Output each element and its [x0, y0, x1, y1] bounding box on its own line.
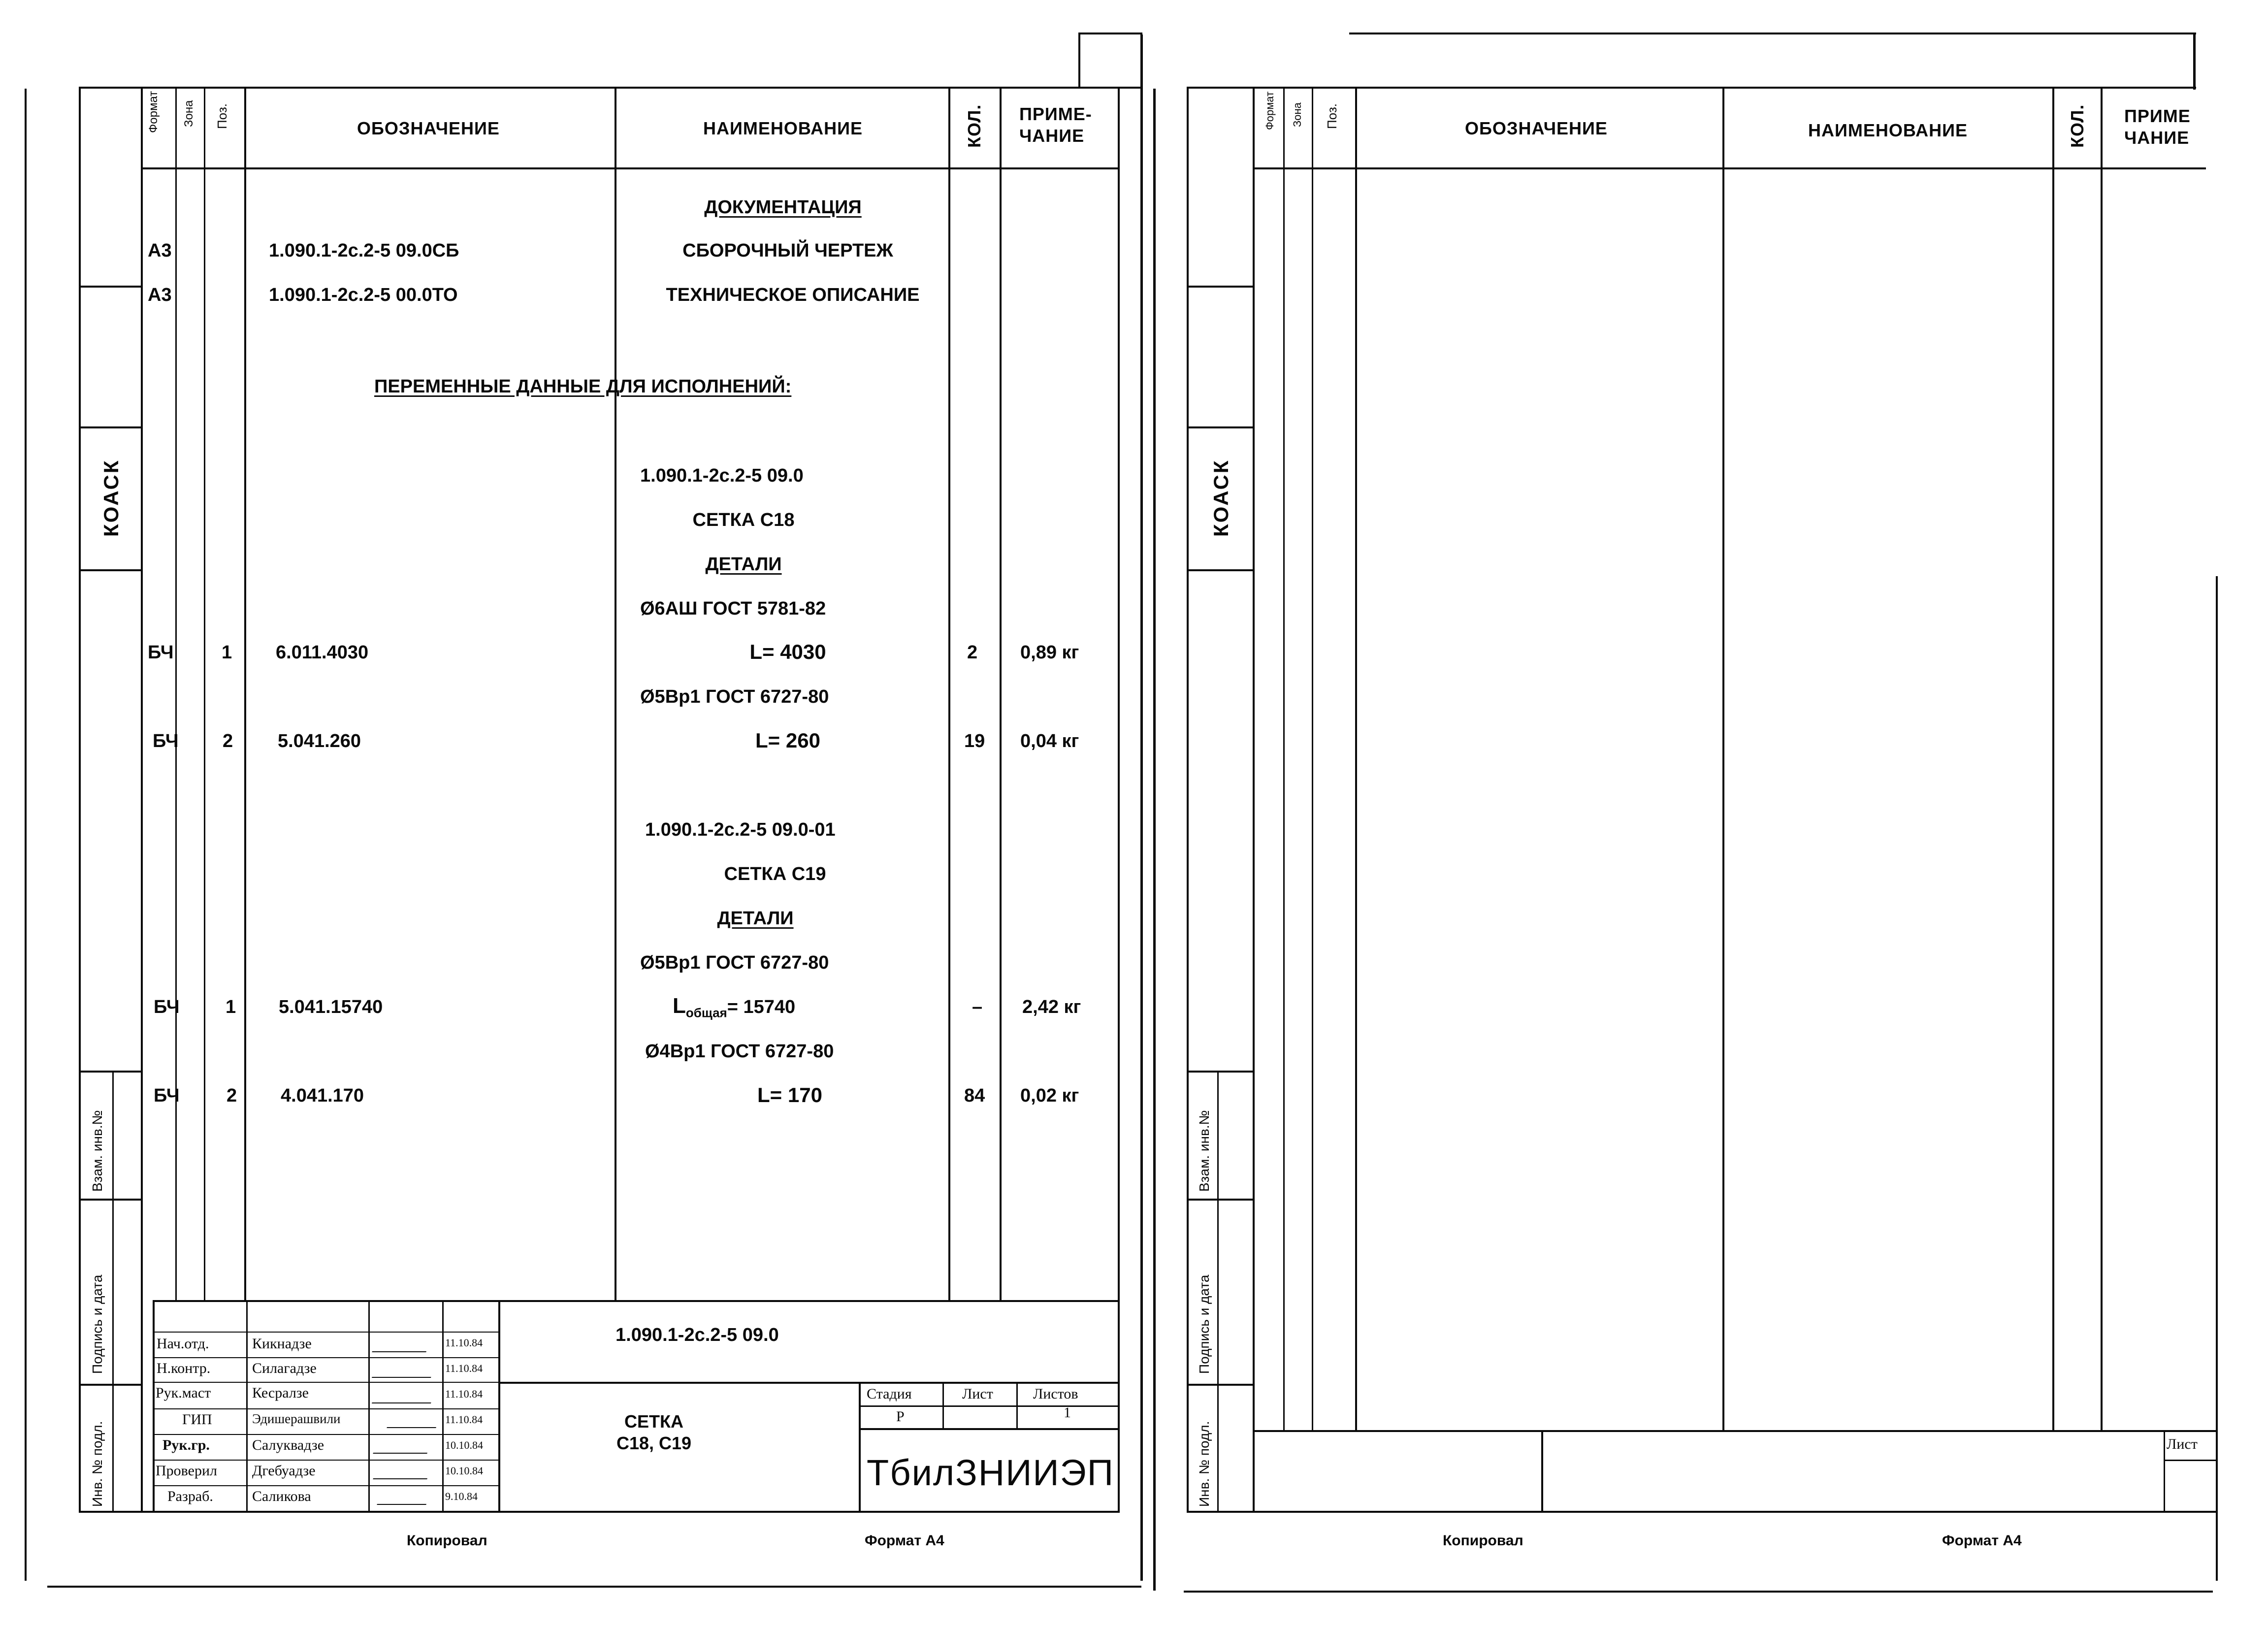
row-pos: 1	[222, 642, 232, 663]
header-qty: КОЛ.	[964, 104, 984, 148]
row-designation: 5.041.15740	[279, 997, 383, 1017]
row-name: Ø5Вр1 ГОСТ 6727-80	[640, 952, 829, 973]
role-head-dept: Нач.отд.	[157, 1336, 209, 1352]
row-note: 2,42 кг	[1022, 997, 1081, 1017]
stamp-signature-date: Подпись и дата	[90, 1274, 105, 1374]
header-qty: КОЛ.	[2067, 104, 2087, 148]
side-label-koask: КОАСК	[99, 459, 123, 537]
row-pos: 1	[226, 997, 236, 1017]
item-title-line1: СЕТКА	[624, 1411, 683, 1432]
date-group-lead: 10.10.84	[445, 1439, 483, 1451]
row-qty: 2	[967, 642, 978, 663]
stamp-signature-date: Подпись и дата	[1197, 1274, 1212, 1374]
header-name: НАИМЕНОВАНИЕ	[1808, 120, 1968, 140]
label-sheet: Лист	[962, 1386, 993, 1402]
row-pos: 2	[223, 731, 233, 751]
header-designation: ОБОЗНАЧЕНИЕ	[1465, 118, 1608, 138]
row-designation: 5.041.260	[278, 731, 361, 751]
row-name: 1.090.1-2с.2-5 09.0-01	[645, 819, 836, 840]
date-chief-engineer: 11.10.84	[445, 1413, 483, 1426]
row-note: 0,89 кг	[1020, 642, 1079, 663]
row-note: 0,02 кг	[1020, 1085, 1079, 1106]
header-pos: Поз.	[215, 103, 229, 129]
row-fmt: БЧ	[148, 642, 174, 663]
row-designation: 1.090.1-2с.2-5 00.0ТО	[269, 285, 458, 305]
label-sheet: Лист	[2167, 1436, 2198, 1452]
name-group-lead: Салуквадзе	[252, 1437, 324, 1453]
footer-format: Формат А4	[865, 1532, 944, 1549]
header-pos: Поз.	[1325, 103, 1339, 129]
row-fmt: БЧ	[154, 1085, 180, 1106]
header-note: ПРИМЕ- ЧАНИЕ	[1019, 104, 1092, 146]
row-qty: –	[972, 997, 983, 1017]
row-name: L= 4030	[749, 640, 826, 663]
length-symbol: L	[673, 994, 686, 1018]
date-norm-control: 11.10.84	[445, 1362, 483, 1374]
name-checked: Дгебуадзе	[252, 1463, 316, 1479]
signature-norm-control	[372, 1364, 436, 1378]
row-name: СЕТКА С18	[692, 510, 795, 530]
stamp-inv-original: Инв. № подл.	[90, 1421, 105, 1507]
date-workshop-lead: 11.10.84	[445, 1388, 483, 1400]
signature-workshop-lead	[372, 1390, 436, 1403]
date-checked: 10.10.84	[445, 1465, 483, 1477]
row-qty: 19	[964, 731, 985, 751]
row-fmt: БЧ	[153, 731, 179, 751]
signature-developer	[377, 1492, 430, 1505]
row-name: L= 170	[757, 1083, 822, 1107]
value-sheets: 1	[1064, 1404, 1071, 1421]
row-fmt: А3	[148, 240, 172, 261]
stamp-inv-original: Инв. № подл.	[1197, 1421, 1212, 1507]
signature-chief-engineer	[387, 1415, 440, 1428]
signature-checked	[373, 1466, 431, 1479]
name-workshop-lead: Кесралзе	[252, 1385, 309, 1401]
item-title-line2: С18, С19	[616, 1433, 692, 1453]
role-chief-engineer: ГИП	[182, 1411, 212, 1428]
role-norm-control: Н.контр.	[157, 1360, 211, 1376]
row-designation: 6.011.4030	[276, 642, 369, 663]
name-norm-control: Силагадзе	[252, 1360, 317, 1376]
value-stage: Р	[896, 1408, 905, 1425]
row-name: Ø5Вр1 ГОСТ 6727-80	[640, 686, 829, 707]
side-label-koask: КОАСК	[1209, 459, 1232, 537]
row-name: L= 260	[755, 729, 820, 752]
row-designation: 4.041.170	[281, 1085, 364, 1106]
row-name: ТЕХНИЧЕСКОЕ ОПИСАНИЕ	[666, 285, 920, 305]
label-stage: Стадия	[867, 1386, 912, 1402]
row-variable-data: ПЕРЕМЕННЫЕ ДАННЫЕ ДЛЯ ИСПОЛНЕНИЙ:	[374, 376, 792, 397]
row-name: 1.090.1-2с.2-5 09.0	[640, 465, 804, 486]
row-details: ДЕТАЛИ	[705, 554, 782, 575]
name-chief-engineer: Эдишерашвили	[252, 1411, 341, 1426]
header-name: НАИМЕНОВАНИЕ	[703, 118, 863, 138]
date-developer: 9.10.84	[445, 1490, 478, 1502]
header-zone: Зона	[182, 100, 195, 127]
organization-name: ТбилЗНИИЭП	[867, 1452, 1114, 1493]
footer-format: Формат А4	[1942, 1532, 2022, 1549]
row-name-length-total	[673, 994, 795, 1021]
row-note: 0,04 кг	[1020, 731, 1079, 751]
row-details: ДЕТАЛИ	[717, 908, 794, 929]
row-designation: 1.090.1-2с.2-5 09.0СБ	[269, 240, 459, 261]
row-pos: 2	[227, 1085, 237, 1106]
signature-group-lead	[373, 1441, 431, 1454]
row-name: СБОРОЧНЫЙ ЧЕРТЕЖ	[682, 240, 893, 261]
date-head-dept: 11.10.84	[445, 1336, 483, 1349]
title-doc-code: 1.090.1-2с.2-5 09.0	[616, 1325, 779, 1345]
header-format: Формат	[1264, 91, 1276, 130]
header-designation: ОБОЗНАЧЕНИЕ	[357, 118, 500, 138]
row-fmt: А3	[148, 285, 172, 305]
role-group-lead: Рук.гр.	[162, 1437, 210, 1453]
name-head-dept: Кикнадзе	[252, 1336, 312, 1352]
role-checked: Проверил	[156, 1463, 217, 1479]
role-developer: Разраб.	[167, 1488, 213, 1504]
header-note: ПРИМЕ ЧАНИЕ	[2124, 106, 2191, 148]
row-name: СЕТКА С19	[724, 864, 826, 884]
signature-head-dept	[372, 1339, 430, 1352]
row-fmt: БЧ	[154, 997, 180, 1017]
footer-copied: Копировал	[1443, 1532, 1523, 1549]
label-sheets: Листов	[1033, 1386, 1078, 1402]
row-name: Ø4Вр1 ГОСТ 6727-80	[645, 1041, 834, 1062]
stamp-replace-inv: Взам. инв.№	[1197, 1110, 1212, 1192]
header-format: Формат	[147, 91, 160, 133]
row-qty: 84	[964, 1085, 985, 1106]
stamp-replace-inv: Взам. инв.№	[90, 1110, 105, 1192]
footer-copied: Копировал	[407, 1532, 487, 1549]
row-documentation: ДОКУМЕНТАЦИЯ	[704, 197, 862, 218]
length-subscript: общая	[685, 1005, 727, 1020]
row-name: Ø6АШ ГОСТ 5781-82	[640, 598, 826, 619]
role-workshop-lead: Рук.маст	[156, 1385, 211, 1401]
name-developer: Саликова	[252, 1488, 311, 1504]
length-value: = 15740	[727, 997, 796, 1017]
header-zone: Зона	[1291, 102, 1303, 127]
